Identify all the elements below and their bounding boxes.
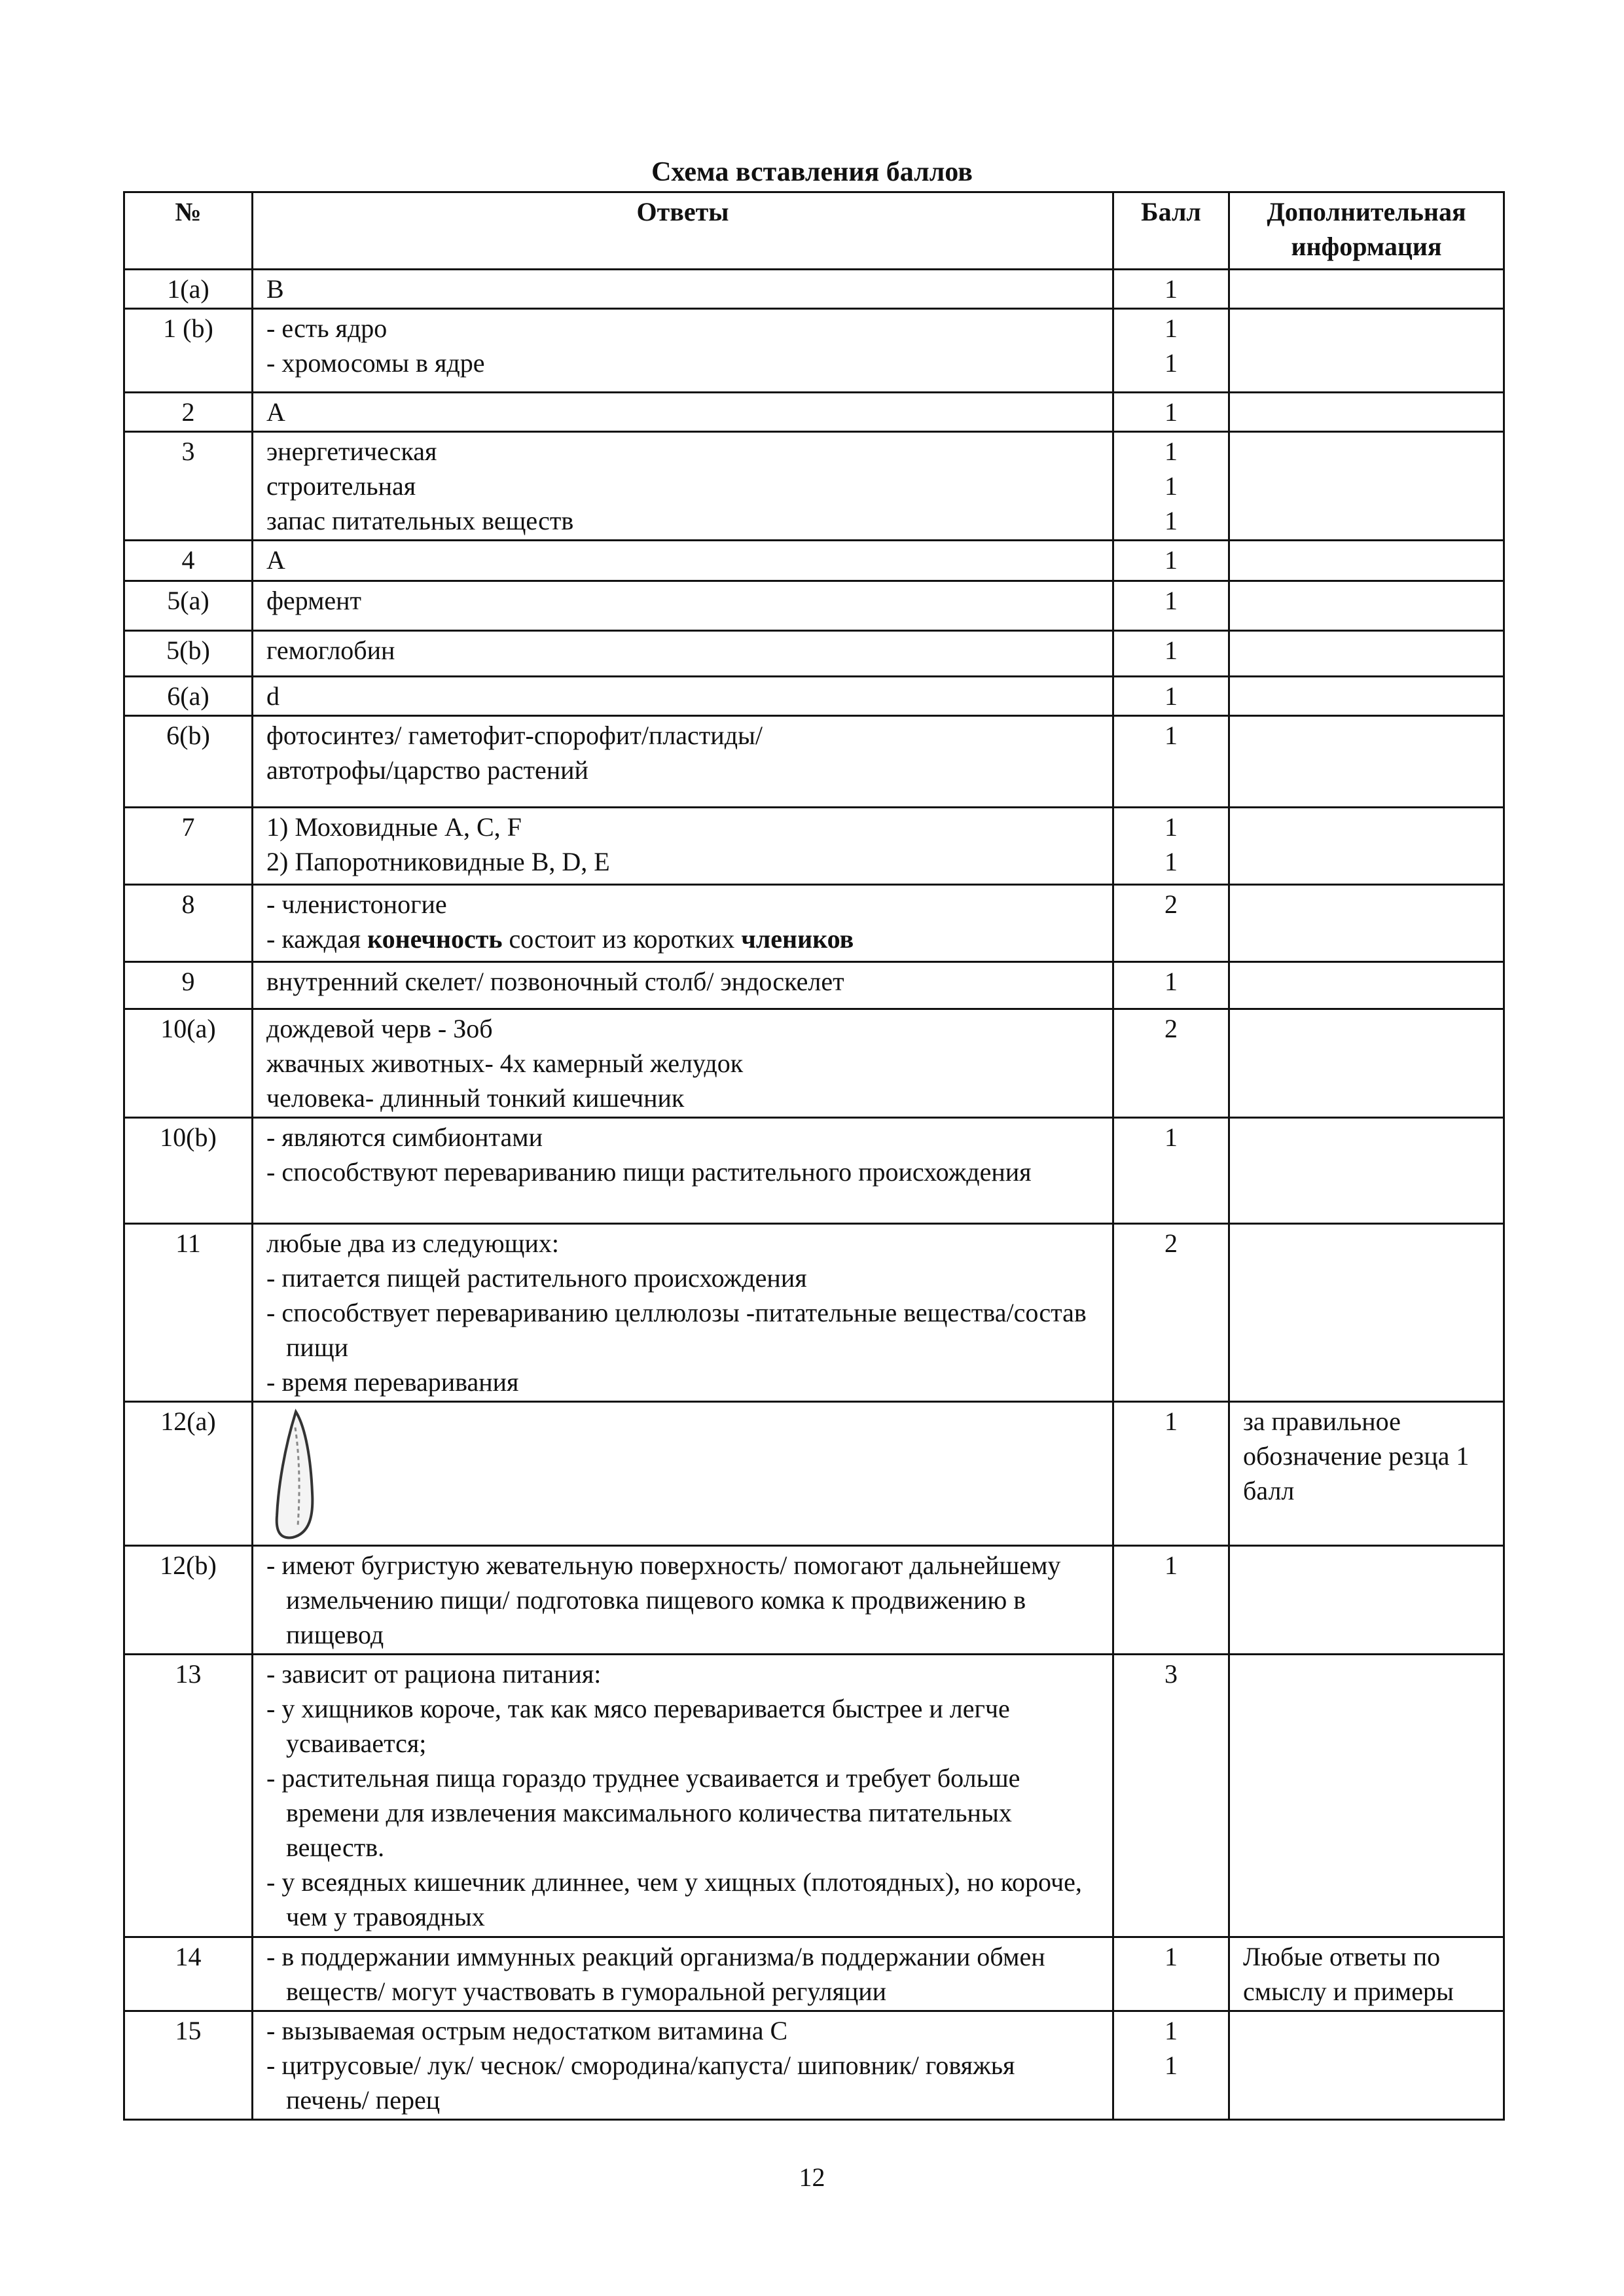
extra-info-cell [1229, 1009, 1504, 1118]
header-num: № [124, 192, 253, 270]
table-row [124, 808, 1504, 885]
question-number: 1(a) [124, 270, 253, 309]
extra-info-cell [1229, 270, 1504, 309]
answer-line: - у всеядных кишечник длиннее, чем у хищных (плотоядных), но короче, чем у травоядных [266, 1865, 1099, 1934]
question-number: 13 [124, 1655, 253, 1937]
answer-line: В [266, 274, 284, 304]
points-value: 1 [1164, 1122, 1178, 1152]
table-row [124, 393, 1504, 432]
extra-info-cell [1229, 716, 1504, 808]
table-row [124, 1224, 1504, 1402]
table-row [124, 581, 1504, 631]
points-value: 2 [1164, 1229, 1178, 1258]
points-value: 3 [1164, 1659, 1178, 1689]
points-cell [1113, 716, 1229, 808]
extra-info-cell [1229, 677, 1504, 716]
extra-info-cell [1229, 1224, 1504, 1402]
page-title: Схема вставления баллов [651, 157, 973, 187]
answer-line: - есть ядро [266, 311, 1099, 346]
points-cell [1113, 962, 1229, 1009]
answer-text: каждая [281, 924, 368, 954]
question-number: 9 [124, 962, 253, 1009]
answer-line: - у хищников короче, так как мясо переваривается быстрее и легче усваивается; [266, 1691, 1099, 1761]
extra-info-cell: Любые ответы по смыслу и примеры [1229, 1937, 1504, 2011]
extra-info-cell [1229, 432, 1504, 541]
question-number: 14 [124, 1937, 253, 2011]
question-number: 7 [124, 808, 253, 885]
answer-line: автотрофы/царство растений [266, 755, 588, 785]
points-value: 2 [1164, 889, 1178, 919]
answer-cell [253, 1118, 1113, 1224]
table-row [124, 716, 1504, 808]
question-number: 1 (b) [124, 309, 253, 393]
extra-info-cell [1229, 309, 1504, 393]
answer-line: - хромосомы в ядре [266, 346, 1099, 380]
answer-line [266, 922, 1099, 956]
answer-line: внутренний скелет/ позвоночный столб/ эндоскелет [266, 967, 844, 996]
header-extra: Дополнительная информация [1229, 192, 1504, 270]
table-row [124, 1546, 1504, 1655]
extra-info-cell: за правильное обозначение резца 1 балл [1229, 1402, 1504, 1546]
points-cell [1113, 432, 1229, 541]
points-value: 1 [1164, 314, 1178, 343]
points-cell [1113, 631, 1229, 677]
answer-line: - имеют бугристую жевательную поверхность/ помогают дальнейшему измельчению пищи/ подготовка пищевого комка к продвижению в пищевод [266, 1548, 1099, 1652]
header-answers: Ответы [253, 192, 1113, 270]
points-value: 1 [1164, 1407, 1178, 1436]
points-value: 1 [1164, 586, 1178, 615]
answer-line: - членистоногие [266, 887, 1099, 922]
table-row [124, 1655, 1504, 1937]
question-number: 12(b) [124, 1546, 253, 1655]
table-row [124, 677, 1504, 716]
answer-cell [253, 1655, 1113, 1937]
answer-text: состоит из коротких [502, 924, 742, 954]
table-row [124, 1009, 1504, 1118]
question-number: 3 [124, 432, 253, 541]
points-value: 1 [1164, 681, 1178, 711]
question-number: 10(a) [124, 1009, 253, 1118]
points-cell [1113, 885, 1229, 962]
answer-line: - являются симбионтами [266, 1120, 1099, 1155]
extra-info-cell [1229, 541, 1504, 581]
points-cell [1113, 808, 1229, 885]
answer-line: 2) Папоротниковидные В, D, E [266, 847, 610, 876]
extra-info-cell [1229, 962, 1504, 1009]
points-value: 1 [1164, 506, 1178, 535]
extra-info-cell [1229, 393, 1504, 432]
answer-cell [253, 716, 1113, 808]
points-cell [1113, 393, 1229, 432]
question-number: 15 [124, 2011, 253, 2120]
question-number: 12(a) [124, 1402, 253, 1546]
points-value: 1 [1164, 397, 1178, 427]
page-number: 12 [799, 2162, 825, 2192]
answer-cell [253, 631, 1113, 677]
extra-info-cell [1229, 1118, 1504, 1224]
answer-line: - зависит от рациона питания: [266, 1657, 1099, 1691]
answer-cell [253, 432, 1113, 541]
points-value: 1 [1164, 847, 1178, 876]
extra-info-cell [1229, 1546, 1504, 1655]
points-value: 1 [1164, 437, 1178, 466]
table-body [124, 270, 1504, 2120]
question-number: 2 [124, 393, 253, 432]
points-cell [1113, 1402, 1229, 1546]
points-cell [1113, 677, 1229, 716]
answer-line: фермент [266, 586, 362, 615]
answer-line: 1) Моховидные А, С, F [266, 812, 522, 842]
question-number: 11 [124, 1224, 253, 1402]
answer-line: - в поддержании иммунных реакций организма/в поддержании обмен веществ/ могут участвовать в гуморальной регуляции [266, 1939, 1099, 2009]
table-row [124, 309, 1504, 393]
question-number: 10(b) [124, 1118, 253, 1224]
answer-cell [253, 1402, 1113, 1546]
answer-cell [253, 309, 1113, 393]
answer-line: - способствует перевариванию целлюлозы -питательные вещества/состав пищи [266, 1295, 1099, 1365]
answer-cell [253, 393, 1113, 432]
table-row [124, 1402, 1504, 1546]
answer-line: - питается пищей растительного происхождения [266, 1261, 1099, 1295]
answer-cell [253, 581, 1113, 631]
answer-cell [253, 270, 1113, 309]
points-cell [1113, 270, 1229, 309]
answer-line: гемоглобин [266, 636, 395, 665]
table-row [124, 885, 1504, 962]
answer-line: запас питательных веществ [266, 506, 574, 535]
answer-line: А [266, 397, 285, 427]
points-value: 1 [1164, 274, 1178, 304]
answer-line: любые два из следующих: [266, 1229, 559, 1258]
answer-cell [253, 1937, 1113, 2011]
table-row [124, 541, 1504, 581]
answer-line: А [266, 545, 285, 575]
points-cell [1113, 1937, 1229, 2011]
answer-line: человека- длинный тонкий кишечник [266, 1083, 685, 1113]
incisor-tooth-icon [266, 1408, 325, 1542]
points-cell [1113, 1118, 1229, 1224]
points-value: 1 [1164, 636, 1178, 665]
points-value: 1 [1164, 1551, 1178, 1580]
points-value: 1 [1164, 2016, 1178, 2045]
answer-cell [253, 808, 1113, 885]
table-row [124, 962, 1504, 1009]
answer-line: - время переваривания [266, 1365, 1099, 1399]
extra-info-cell [1229, 808, 1504, 885]
answer-line: энергетическая [266, 437, 437, 466]
answer-cell [253, 962, 1113, 1009]
answer-line: d [266, 681, 280, 711]
points-value: 1 [1164, 2051, 1178, 2080]
points-cell [1113, 1224, 1229, 1402]
table-row [124, 432, 1504, 541]
question-number: 5(a) [124, 581, 253, 631]
answer-cell [253, 1009, 1113, 1118]
extra-info-cell [1229, 2011, 1504, 2120]
answer-cell [253, 885, 1113, 962]
points-cell [1113, 1546, 1229, 1655]
answer-line: - цитрусовые/ лук/ чеснок/ смородина/капуста/ шиповник/ говяжья печень/ перец [266, 2048, 1099, 2117]
table-row [124, 1937, 1504, 2011]
points-value: 1 [1164, 545, 1178, 575]
answer-line: строительная [266, 471, 416, 501]
table-row [124, 1118, 1504, 1224]
points-value: 1 [1164, 967, 1178, 996]
answer-line: дождевой черв - Зоб [266, 1014, 493, 1043]
answer-cell [253, 1546, 1113, 1655]
answer-cell [253, 677, 1113, 716]
points-value: 1 [1164, 471, 1178, 501]
extra-info-cell [1229, 1655, 1504, 1937]
points-value: 2 [1164, 1014, 1178, 1043]
points-value: 1 [1164, 1942, 1178, 1971]
table-row [124, 631, 1504, 677]
answer-line: фотосинтез/ гаметофит-спорофит/пластиды/ [266, 721, 763, 750]
points-cell [1113, 541, 1229, 581]
question-number: 4 [124, 541, 253, 581]
points-cell [1113, 581, 1229, 631]
extra-info-cell [1229, 885, 1504, 962]
points-value: 1 [1164, 348, 1178, 378]
points-value: 1 [1164, 812, 1178, 842]
table-row [124, 2011, 1504, 2120]
answer-line: - вызываемая острым недостатком витамина С [266, 2013, 1099, 2048]
question-number: 6(b) [124, 716, 253, 808]
header-points: Балл [1113, 192, 1229, 270]
question-number: 8 [124, 885, 253, 962]
points-cell [1113, 309, 1229, 393]
answer-line: жвачных животных- 4х камерный желудок [266, 1049, 744, 1078]
points-value: 1 [1164, 721, 1178, 750]
question-number: 5(b) [124, 631, 253, 677]
points-cell [1113, 1009, 1229, 1118]
answer-keyword: члеников [741, 924, 854, 954]
table-row [124, 270, 1504, 309]
answer-cell [253, 2011, 1113, 2120]
question-number: 6(a) [124, 677, 253, 716]
points-cell [1113, 1655, 1229, 1937]
answer-line: - способствуют перевариванию пищи растительного происхождения [266, 1155, 1099, 1189]
answer-line: - растительная пища гораздо труднее усваивается и требует больше времени для извлечения максимального количества питательных веществ. [266, 1761, 1099, 1865]
extra-info-cell [1229, 631, 1504, 677]
answer-cell [253, 541, 1113, 581]
answer-keyword: конечность [367, 924, 503, 954]
extra-info-cell [1229, 581, 1504, 631]
scoring-table [123, 191, 1505, 2121]
answer-cell [253, 1224, 1113, 1402]
points-cell [1113, 2011, 1229, 2120]
